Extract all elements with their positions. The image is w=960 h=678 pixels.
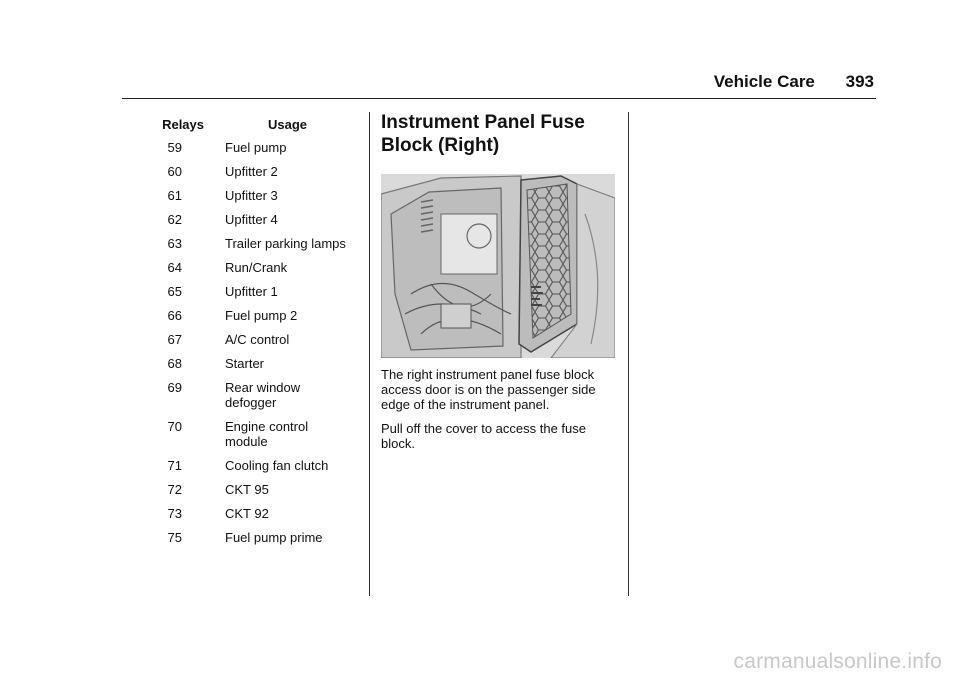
table-row	[134, 482, 356, 497]
relay-usage: Rear window defogger	[225, 380, 301, 410]
relay-number: 65	[167, 284, 182, 299]
column-divider-1	[369, 112, 370, 596]
page-header	[714, 72, 874, 92]
section-body	[381, 367, 617, 460]
header-rule	[122, 98, 876, 99]
relay-usage: Fuel pump	[225, 140, 287, 155]
table-row	[134, 458, 356, 473]
relay-usage: Fuel pump 2	[225, 308, 298, 323]
relay-number: 59	[167, 140, 182, 155]
relay-number: 64	[167, 260, 182, 275]
table-row	[134, 140, 356, 155]
column-header-relays: Relays	[162, 117, 204, 132]
header-section-title: Vehicle Care	[713, 72, 815, 91]
relay-usage: Fuel pump prime	[225, 530, 323, 545]
relay-number: 61	[167, 188, 182, 203]
paragraph: The right instrument panel fuse block access door is on the passenger side edge of the instrument panel.	[381, 367, 596, 412]
relay-usage: A/C control	[225, 332, 290, 347]
relay-number: 67	[167, 332, 182, 347]
table-row	[134, 212, 356, 227]
section-title: Instrument Panel Fuse Block (Right)	[381, 112, 585, 156]
table-row	[134, 506, 356, 521]
table-row	[134, 332, 356, 347]
relay-usage: Engine control module	[225, 419, 309, 449]
relay-usage-table	[134, 117, 356, 554]
relay-usage: Starter	[225, 356, 265, 371]
relay-number: 66	[167, 308, 182, 323]
relay-number: 68	[167, 356, 182, 371]
table-row	[134, 530, 356, 545]
relay-number: 72	[167, 482, 182, 497]
page-number: 393	[845, 72, 874, 91]
relay-usage: Upfitter 2	[225, 164, 278, 179]
column-header-usage: Usage	[268, 117, 308, 132]
table-row	[134, 188, 356, 203]
relay-number: 71	[167, 458, 182, 473]
table-row	[134, 260, 356, 275]
relay-number: 60	[167, 164, 182, 179]
relay-usage: Upfitter 1	[225, 284, 278, 299]
fuse-block-illustration	[381, 174, 615, 358]
relay-usage: Upfitter 4	[225, 212, 278, 227]
watermark: carmanualsonline.info	[733, 650, 942, 673]
table-row	[134, 164, 356, 179]
relay-usage: CKT 92	[225, 506, 269, 521]
relay-number: 70	[167, 419, 182, 434]
relay-usage: Upfitter 3	[225, 188, 278, 203]
table-row	[134, 380, 356, 410]
table-row	[134, 356, 356, 371]
relay-number: 69	[167, 380, 182, 395]
table-row	[134, 284, 356, 299]
column-divider-2	[628, 112, 629, 596]
table-row	[134, 308, 356, 323]
relay-usage: CKT 95	[225, 482, 269, 497]
relay-usage: Cooling fan clutch	[225, 458, 329, 473]
table-header	[134, 117, 356, 132]
relay-usage: Trailer parking lamps	[225, 236, 346, 251]
relay-number: 75	[167, 530, 182, 545]
relay-number: 73	[167, 506, 182, 521]
table-row	[134, 236, 356, 251]
table-row	[134, 419, 356, 449]
relay-usage: Run/Crank	[225, 260, 288, 275]
paragraph: Pull off the cover to access the fuse block.	[381, 421, 586, 451]
relay-number: 62	[167, 212, 182, 227]
relay-number: 63	[167, 236, 182, 251]
